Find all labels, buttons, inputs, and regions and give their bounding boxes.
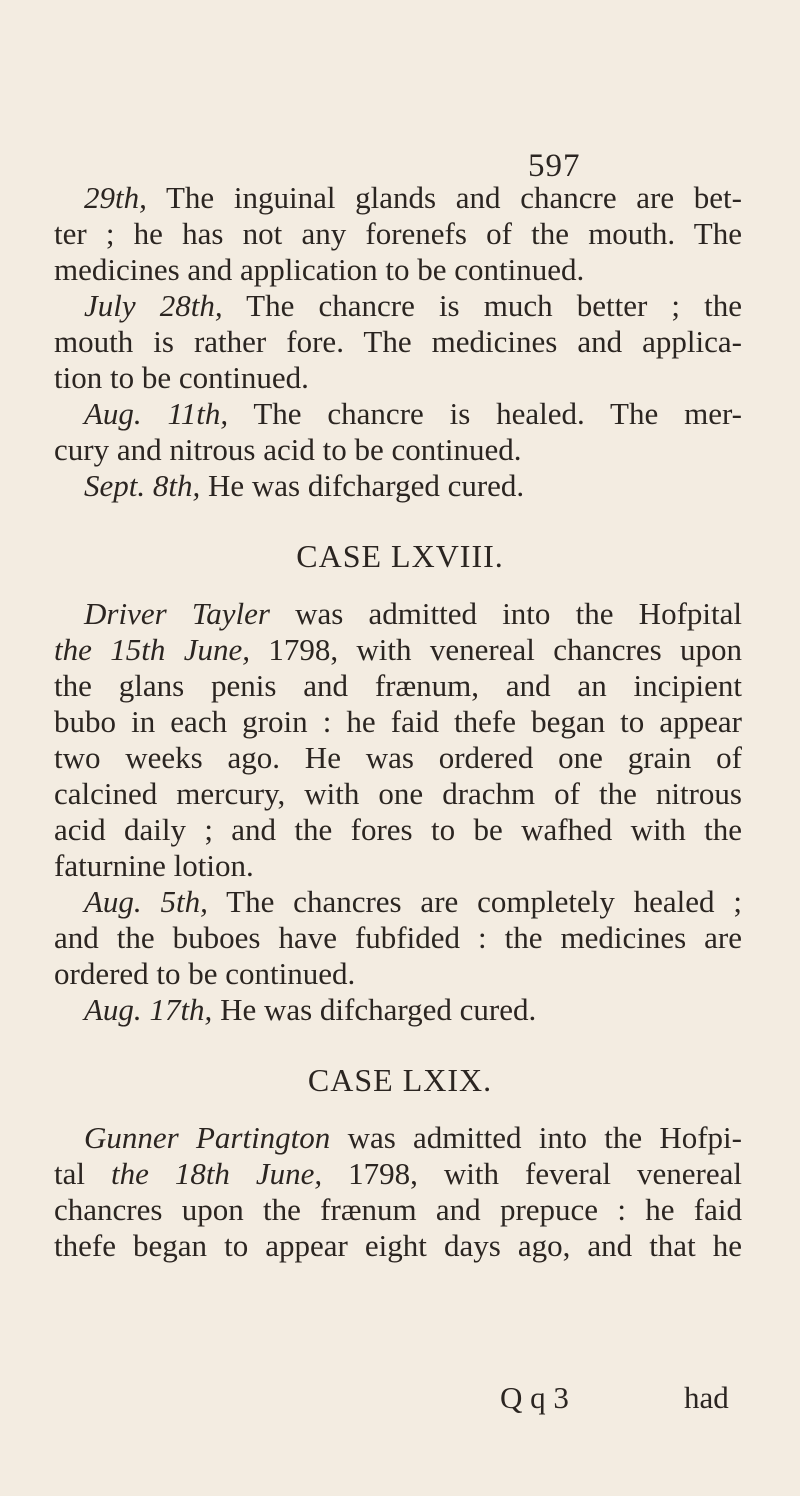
text-line: Sept. 8th, He was difcharged cured.: [84, 468, 525, 503]
text-line: July 28th, The chancre is much better ; the: [84, 288, 742, 323]
text-line: Driver Tayler was admitted into the Hofpital: [84, 596, 742, 631]
text-line: mouth is rather fore. The medicines and applica-: [54, 324, 742, 359]
text-line: Gunner Partington was admitted into the Hofpi-: [84, 1120, 742, 1155]
text-line: two weeks ago. He was ordered one grain of: [54, 740, 742, 775]
text-line: the 15th June, 1798, with venereal chancres upon: [54, 632, 742, 667]
text-line: medicines and application to be continued.: [54, 252, 585, 287]
case-heading: CASE LXVIII.: [296, 538, 504, 574]
page-number: 597: [528, 148, 581, 184]
text-line: faturnine lotion.: [54, 848, 254, 883]
text-line: tal the 18th June, 1798, with feveral venereal: [54, 1156, 742, 1191]
text-line: the glans penis and frænum, and an incipient: [54, 668, 742, 703]
text-line: cury and nitrous acid to be continued.: [54, 432, 522, 467]
text-line: chancres upon the frænum and prepuce : he faid: [54, 1192, 742, 1227]
case-heading: CASE LXIX.: [307, 1062, 493, 1098]
text-line: ordered to be continued.: [54, 956, 356, 991]
text-line: Aug. 17th, He was difcharged cured.: [84, 992, 537, 1027]
text-line: calcined mercury, with one drachm of the nitrous: [54, 776, 742, 811]
signature-mark: Q q 3: [500, 1380, 569, 1415]
text-line: and the buboes have fubfided : the medicines are: [54, 920, 742, 955]
text-line: Aug. 5th, The chancres are completely healed ;: [84, 884, 742, 919]
text-line: acid daily ; and the fores to be wafhed with the: [54, 812, 742, 847]
text-line: 29th, The inguinal glands and chancre are bet-: [84, 180, 742, 215]
text-line: ter ; he has not any forenefs of the mouth. The: [54, 216, 742, 251]
text-line: Aug. 11th, The chancre is healed. The mer-: [84, 396, 742, 431]
catchword: had: [684, 1380, 729, 1415]
text-line: bubo in each groin : he faid thefe began to appear: [54, 704, 742, 739]
text-line: tion to be continued.: [54, 360, 309, 395]
text-line: thefe began to appear eight days ago, and that he: [54, 1228, 742, 1263]
